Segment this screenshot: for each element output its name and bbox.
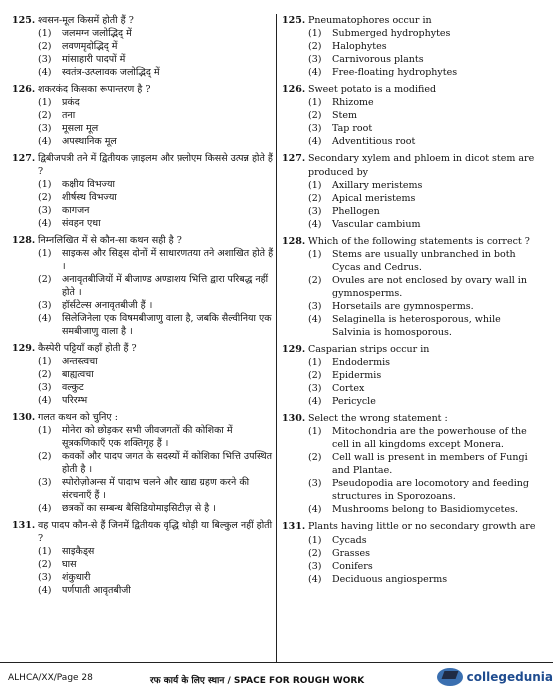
question-131 <box>282 520 540 585</box>
option-item <box>38 312 274 338</box>
option-text: Grasses <box>332 547 371 559</box>
option-text: जलमग्न जलोद्भिद् में <box>62 28 132 39</box>
option-label: (3) <box>38 382 52 393</box>
option-label: (3) <box>38 123 52 134</box>
option-label: (4) <box>38 503 52 514</box>
option-text: Tap root <box>332 123 373 135</box>
option-text: प्रकंद <box>62 97 80 108</box>
option-label: (4) <box>308 396 322 408</box>
option-item <box>38 96 274 109</box>
question-text: Select the wrong statement : <box>308 413 448 425</box>
option-label: (4) <box>308 136 322 148</box>
option-item <box>38 247 274 273</box>
option-text: Pseudopodia are locomotory and feeding structures in Sporozoans. <box>332 478 529 503</box>
option-item <box>308 534 540 547</box>
option-text: Conifers <box>332 560 373 572</box>
option-item <box>308 395 540 408</box>
option-item <box>308 477 540 503</box>
question-number: 129. <box>12 343 36 354</box>
option-label: (2) <box>308 41 322 53</box>
option-text: Selaginella is heterosporous, while Salvinia is homosporous. <box>332 314 501 339</box>
question-129 <box>282 343 540 408</box>
option-item <box>308 503 540 516</box>
option-item <box>308 560 540 573</box>
option-item <box>38 545 274 558</box>
option-item <box>308 218 540 231</box>
question-text: Which of the following statements is correct ? <box>308 235 530 247</box>
option-item <box>308 179 540 192</box>
option-text: Adventitious root <box>332 136 416 148</box>
question-text: Pneumatophores occur in <box>308 15 432 26</box>
option-text: Free-floating hydrophytes <box>332 67 458 79</box>
question-130 <box>12 411 274 515</box>
option-item <box>38 502 274 515</box>
option-label: (3) <box>308 560 322 572</box>
question-number: 127. <box>12 153 36 164</box>
option-label: (1) <box>308 28 322 40</box>
option-label: (3) <box>308 383 322 395</box>
option-item <box>308 573 540 586</box>
column-divider <box>276 14 277 662</box>
question-number: 130. <box>282 413 306 425</box>
option-item <box>308 66 540 79</box>
option-label: (1) <box>38 28 52 39</box>
option-text: घास <box>62 559 77 570</box>
question-127 <box>12 152 274 230</box>
option-label: (1) <box>308 426 322 438</box>
option-item <box>38 27 274 40</box>
question-number: 125. <box>282 15 306 26</box>
option-item <box>308 356 540 369</box>
question-number: 128. <box>282 235 306 247</box>
page-footer <box>0 662 553 694</box>
option-text: Deciduous angiosperms <box>332 573 448 585</box>
option-text: स्पोरोज़ोअन्स में पादाभ चलने और खाद्य ग्रहण करने की संरचनाएँ हैं । <box>62 477 250 501</box>
collegedunia-logo <box>437 665 553 689</box>
option-label: (1) <box>38 179 52 190</box>
question-number: 130. <box>12 412 36 423</box>
option-label: (2) <box>308 275 322 287</box>
option-label: (2) <box>38 274 52 285</box>
option-item <box>308 425 540 451</box>
option-text: लवणमृदोद्भिद् में <box>62 41 118 52</box>
option-text: मांसाहारी पादपों में <box>62 54 126 65</box>
option-text: Halophytes <box>332 41 387 53</box>
option-item <box>38 66 274 79</box>
english-column <box>282 14 540 590</box>
option-label: (4) <box>308 504 322 516</box>
option-text: Mushrooms belong to Basidiomycetes. <box>332 504 519 516</box>
option-text: वल्कुट <box>62 382 84 393</box>
option-label: (3) <box>308 205 322 217</box>
option-text: Carnivorous plants <box>332 54 424 66</box>
option-label: (1) <box>38 356 52 367</box>
option-item <box>38 558 274 571</box>
option-label: (1) <box>38 425 52 436</box>
question-125 <box>12 14 274 79</box>
question-text: शकरकंद किसका रूपान्तरण है ? <box>38 84 151 95</box>
option-item <box>38 368 274 381</box>
option-text: साइकस और सिड्स दोनों में साधारणतया तने अशाखित होते हैं । <box>62 248 274 272</box>
option-item <box>308 313 540 339</box>
question-number: 125. <box>12 15 36 26</box>
question-text: Casparian strips occur in <box>308 344 430 356</box>
question-126 <box>282 83 540 148</box>
option-item <box>38 40 274 53</box>
question-127 <box>282 152 540 230</box>
question-number: 131. <box>282 521 306 533</box>
option-item <box>308 135 540 148</box>
option-text: Submerged hydrophytes <box>332 28 451 40</box>
option-item <box>38 191 274 204</box>
option-text: छत्रकों का सम्बन्ध बैसिडियोमाइसिटीज़ से है । <box>62 503 216 514</box>
option-text: तना <box>62 110 76 121</box>
option-label: (3) <box>308 54 322 66</box>
question-text: श्वसन-मूल किसमें होती हैं ? <box>38 15 134 26</box>
option-label: (2) <box>38 110 52 121</box>
option-item <box>38 53 274 66</box>
option-item <box>308 300 540 313</box>
option-text: मूसला मूल <box>62 123 99 134</box>
option-label: (4) <box>38 585 52 596</box>
option-text: अपस्थानिक मूल <box>62 136 117 147</box>
option-label: (2) <box>38 369 52 380</box>
option-item <box>308 248 540 274</box>
question-text: निम्नलिखित में से कौन-सा कथन सही है ? <box>38 235 182 246</box>
option-item <box>38 394 274 407</box>
option-item <box>38 571 274 584</box>
option-label: (2) <box>308 370 322 382</box>
rough-work-label: रफ कार्य के लिए स्थान / SPACE FOR ROUGH WORK <box>150 676 365 686</box>
option-label: (2) <box>38 41 52 52</box>
question-text: गलत कथन को चुनिए : <box>38 412 118 423</box>
option-text: कवकों और पादप जगत के सदस्यों में कोशिका भित्ति उपस्थित होती है । <box>62 451 272 475</box>
question-text: Secondary xylem and phloem in dicot stem are produced by <box>308 153 535 178</box>
option-text: अन्तस्त्वचा <box>62 356 98 367</box>
option-text: मोनेरा को छोड़कर सभी जीवजगतों की कोशिका में सूत्रकणिकाएँ एक शक्तिगृह हैं । <box>62 425 233 449</box>
option-label: (4) <box>308 67 322 79</box>
option-item <box>38 424 274 450</box>
option-item <box>308 547 540 560</box>
option-text: अनावृतबीजियों में बीजाण्ड अण्डाशय भित्ति द्वारा परिबद्ध नहीं होते । <box>62 274 269 298</box>
option-item <box>308 122 540 135</box>
option-item <box>38 109 274 122</box>
question-128 <box>12 234 274 338</box>
question-125 <box>282 14 540 79</box>
page-number: ALHCA/XX/Page 28 <box>8 673 93 683</box>
option-item <box>308 109 540 122</box>
option-label: (2) <box>38 451 52 462</box>
option-item <box>308 40 540 53</box>
option-label: (3) <box>38 572 52 583</box>
option-text: स्वतंत्र-उत्प्लावक जलोद्भिद् में <box>62 67 160 78</box>
option-label: (4) <box>38 395 52 406</box>
question-text: Plants having little or no secondary growth are <box>308 521 536 533</box>
option-label: (2) <box>308 547 322 559</box>
question-130 <box>282 412 540 516</box>
option-label: (1) <box>308 97 322 109</box>
option-item <box>308 451 540 477</box>
option-item <box>308 192 540 205</box>
option-label: (1) <box>308 249 322 261</box>
option-text: Stems are usually unbranched in both Cycas and Cedrus. <box>332 249 516 274</box>
question-number: 131. <box>12 520 36 531</box>
option-item <box>38 204 274 217</box>
option-label: (3) <box>38 54 52 65</box>
option-text: Rhizome <box>332 97 374 109</box>
question-131 <box>12 519 274 597</box>
option-text: Epidermis <box>332 370 382 382</box>
option-item <box>38 450 274 476</box>
option-text: Cycads <box>332 534 367 546</box>
option-label: (1) <box>38 97 52 108</box>
option-item <box>38 122 274 135</box>
question-text: द्विबीजपत्री तने में द्वितीयक ज़ाइलम और फ़्लोएम किससे उत्पन्न होते हैं ? <box>38 153 273 177</box>
option-item <box>38 178 274 191</box>
option-item <box>308 96 540 109</box>
option-item <box>38 476 274 502</box>
question-129 <box>12 342 274 407</box>
option-label: (4) <box>308 573 322 585</box>
option-item <box>38 217 274 230</box>
option-text: Stem <box>332 110 357 122</box>
option-text: हॉर्सटेल्स अनावृतबीजी हैं । <box>62 300 153 311</box>
option-text: संवहन एधा <box>62 218 101 229</box>
option-item <box>308 27 540 40</box>
option-text: शीर्षस्थ विभज्या <box>62 192 117 203</box>
option-label: (2) <box>38 559 52 570</box>
option-text: पर्णपाती आवृतबीजी <box>62 585 131 596</box>
option-label: (4) <box>308 218 322 230</box>
option-item <box>38 355 274 368</box>
option-item <box>308 53 540 66</box>
option-text: Phellogen <box>332 205 380 217</box>
option-label: (4) <box>308 314 322 326</box>
option-item <box>308 274 540 300</box>
option-item <box>38 299 274 312</box>
option-item <box>308 369 540 382</box>
question-126 <box>12 83 274 148</box>
option-item <box>38 135 274 148</box>
option-label: (3) <box>38 205 52 216</box>
option-label: (1) <box>308 357 322 369</box>
option-text: Horsetails are gymnosperms. <box>332 301 474 313</box>
option-text: Cell wall is present in members of Fungi and Plantae. <box>332 452 528 477</box>
option-label: (1) <box>308 179 322 191</box>
option-text: Mitochondria are the powerhouse of the cell in all kingdoms except Monera. <box>332 426 527 451</box>
option-text: कक्षीय विभज्या <box>62 179 115 190</box>
option-label: (4) <box>38 313 52 324</box>
option-text: Apical meristems <box>332 192 416 204</box>
option-item <box>308 382 540 395</box>
option-label: (4) <box>38 136 52 147</box>
option-item <box>38 381 274 394</box>
question-number: 127. <box>282 153 306 165</box>
option-label: (4) <box>38 218 52 229</box>
question-number: 126. <box>282 84 306 96</box>
option-label: (3) <box>38 300 52 311</box>
option-text: Pericycle <box>332 396 376 408</box>
option-text: सिलेजिनेला एक विषमबीजाणु वाला है, जबकि सैल्वीनिया एक समबीजाणु वाला है । <box>62 313 272 337</box>
option-text: कागजन <box>62 205 90 216</box>
question-number: 126. <box>12 84 36 95</box>
option-item <box>308 205 540 218</box>
question-text: वह पादप कौन-से हैं जिनमें द्वितीयक वृद्धि थोड़ी या बिल्कुल नहीं होती ? <box>38 520 273 544</box>
option-text: शंकुधारी <box>62 572 91 583</box>
option-item <box>38 584 274 597</box>
option-text: साइकैड्स <box>62 546 95 557</box>
question-text: कैस्पेरी पट्टियाँ कहाँ होती हैं ? <box>38 343 137 354</box>
option-label: (1) <box>38 546 52 557</box>
option-text: परिरम्भ <box>62 395 88 406</box>
question-number: 129. <box>282 344 306 356</box>
option-text: Ovules are not enclosed by ovary wall in gymnosperms. <box>332 275 527 300</box>
option-text: Vascular cambium <box>332 218 421 230</box>
option-label: (1) <box>308 534 322 546</box>
option-label: (4) <box>38 67 52 78</box>
question-128 <box>282 235 540 339</box>
option-label: (2) <box>308 110 322 122</box>
option-text: Endodermis <box>332 357 391 369</box>
option-label: (3) <box>38 477 52 488</box>
option-text: Cortex <box>332 383 365 395</box>
question-text: Sweet potato is a modified <box>308 84 437 96</box>
option-label: (3) <box>308 123 322 135</box>
graduation-cap-icon <box>437 668 463 686</box>
logo-text: collegedunia <box>466 670 553 684</box>
question-number: 128. <box>12 235 36 246</box>
option-label: (2) <box>38 192 52 203</box>
option-item <box>38 273 274 299</box>
option-label: (2) <box>308 192 322 204</box>
hindi-column <box>12 14 274 601</box>
option-text: Axillary meristems <box>332 179 423 191</box>
option-text: बाह्यत्वचा <box>62 369 94 380</box>
option-label: (1) <box>38 248 52 259</box>
option-label: (3) <box>308 478 322 490</box>
option-label: (3) <box>308 301 322 313</box>
option-label: (2) <box>308 452 322 464</box>
